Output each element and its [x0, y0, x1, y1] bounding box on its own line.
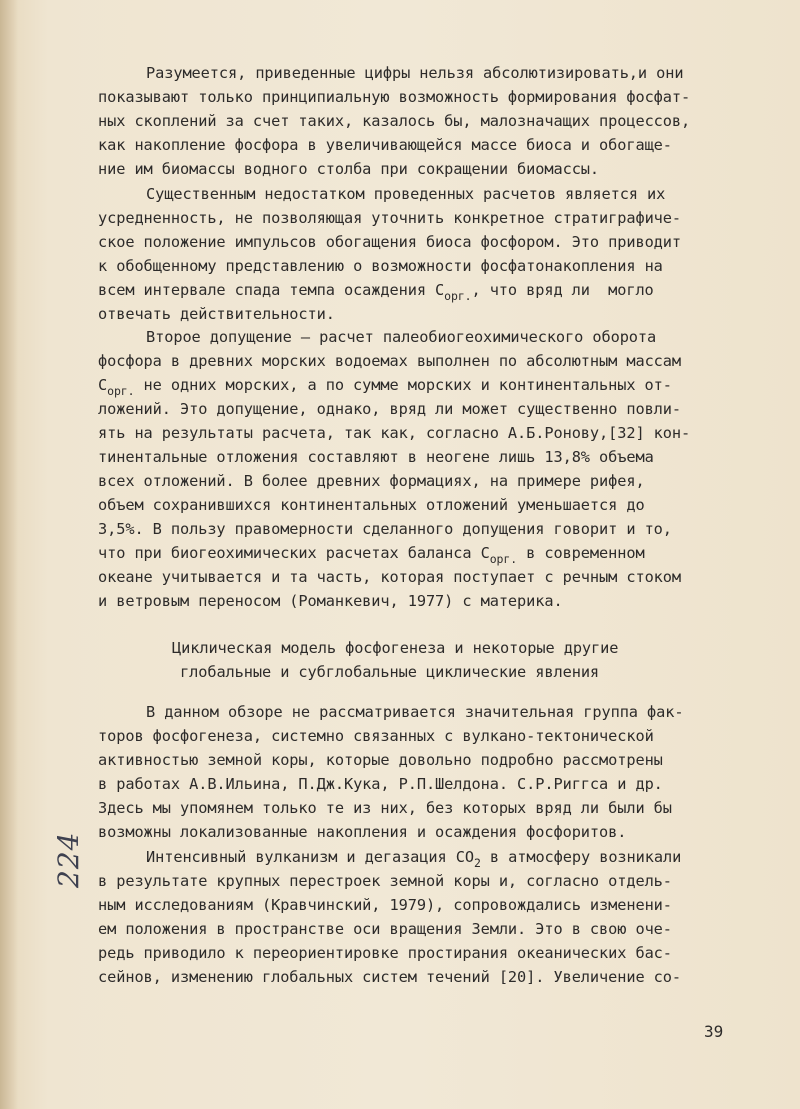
section-heading-line-2: глобальные и субглобальные циклические явления: [180, 663, 600, 681]
p1-line-1: Разумеется, приведенные цифры нельзя абсолютизировать,и они: [146, 64, 684, 82]
p1-line-2: показывают только принципиальную возможность формирования фосфат-: [98, 88, 691, 106]
p2-line-1: Существенным недостатком проведенных расчетов является их: [146, 185, 666, 203]
p3-line-7: всех отложений. В более древних формациях, на примере рифея,: [98, 472, 645, 490]
binding-edge: [0, 0, 18, 1109]
p2-line-5-text-a: всем интервале спада темпа осаждения С: [98, 281, 445, 299]
p3-line-1: Второе допущение – расчет палеобиогеохимического оборота: [146, 328, 657, 346]
c-org-subscript: орг.: [107, 384, 135, 398]
p3-line-3-text-b: не одних морских, а по сумме морских и континентальных от-: [134, 376, 672, 394]
co2-subscript: 2: [473, 856, 481, 870]
p4-line-3: активностью земной коры, которые довольно подробно рассмотрены: [98, 751, 663, 769]
p1-line-4: как накопление фосфора в увеличивающейся массе биоса и обогаще-: [98, 136, 672, 154]
p3-line-2: фосфора в древних морских водоемах выполнен по абсолютным массам: [98, 352, 682, 370]
p3-line-12: и ветровым переносом (Романкевич, 1977) с материка.: [98, 592, 563, 610]
p3-line-4: ложений. Это допущение, однако, вряд ли может существенно повли-: [98, 400, 682, 418]
p5-line-6: сейнов, изменению глобальных систем течений [20]. Увеличение со-: [98, 968, 682, 986]
c-org-subscript: орг.: [444, 289, 472, 303]
p3-line-3-text-a: С: [98, 376, 108, 394]
p5-line-1-text-b: в атмосферу возникали: [480, 848, 682, 866]
p5-line-1-text-a: Интенсивный вулканизм и дегазация СО: [146, 848, 474, 866]
p3-line-6: тинентальные отложения составляют в неогене лишь 13,8% объема: [98, 448, 654, 466]
p3-line-9: 3,5%. В пользу правомерности сделанного допущения говорит и то,: [98, 520, 672, 538]
p3-line-5: ять на результаты расчета, так как, согласно А.Б.Ронову,[32] кон-: [98, 424, 691, 442]
p5-line-4: ем положения в пространстве оси вращения Земли. Это в свою оче-: [98, 920, 672, 938]
p5-line-1: [146, 845, 681, 870]
p2-line-5-text-b: , что вряд ли могло: [471, 281, 654, 299]
p3-line-10-text-a: что при биогеохимических расчетах баланса С: [98, 544, 490, 562]
handwritten-margin-note: 224: [52, 831, 85, 888]
p3-line-8: объем сохранившихся континентальных отложений уменьшается до: [98, 496, 645, 514]
p4-line-4: в работах А.В.Ильина, П.Дж.Кука, Р.П.Шелдона. С.Р.Риггса и др.: [98, 775, 663, 793]
p3-line-10: [98, 541, 645, 566]
p4-line-1: В данном обзоре не рассматривается значительная группа фак-: [146, 703, 684, 721]
p3-line-3: [98, 373, 672, 398]
p4-line-6: возможны локализованные накопления и осаждения фосфоритов.: [98, 823, 627, 841]
p2-line-6: отвечать действительности.: [98, 305, 335, 323]
page-number: 39: [704, 1022, 724, 1041]
p4-line-2: торов фосфогенеза, системно связанных с вулкано-тектонической: [98, 727, 654, 745]
p3-line-11: океане учитывается и та часть, которая поступает с речным стоком: [98, 568, 682, 586]
p1-line-3: ных скоплений за счет таких, казалось бы, малозначащих процессов,: [98, 112, 691, 130]
c-org-subscript: орг.: [489, 552, 518, 566]
p3-line-10-text-b: в современном: [517, 544, 645, 562]
section-heading-line-1: Циклическая модель фосфогенеза и некоторые другие: [172, 639, 619, 657]
p4-line-5: Здесь мы упомянем только те из них, без которых вряд ли были бы: [98, 799, 672, 817]
p5-line-3: ным исследованиям (Кравчинский, 1979), сопровождались изменени-: [98, 896, 672, 914]
p2-line-3: ское положение импульсов обогащения биоса фосфором. Это приводит: [98, 233, 682, 251]
p2-line-4: к обобщенному представлению о возможности фосфатонакопления на: [98, 257, 663, 275]
p1-line-5: ние им биомассы водного столба при сокращении биомассы.: [98, 160, 600, 178]
p2-line-5: [98, 278, 654, 303]
p5-line-2: в результате крупных перестроек земной коры и, согласно отдель-: [98, 872, 672, 890]
p5-line-5: редь приводило к переориентировке простирания океанических бас-: [98, 944, 672, 962]
p2-line-2: усредненность, не позволяющая уточнить конкретное стратиграфиче-: [98, 209, 682, 227]
